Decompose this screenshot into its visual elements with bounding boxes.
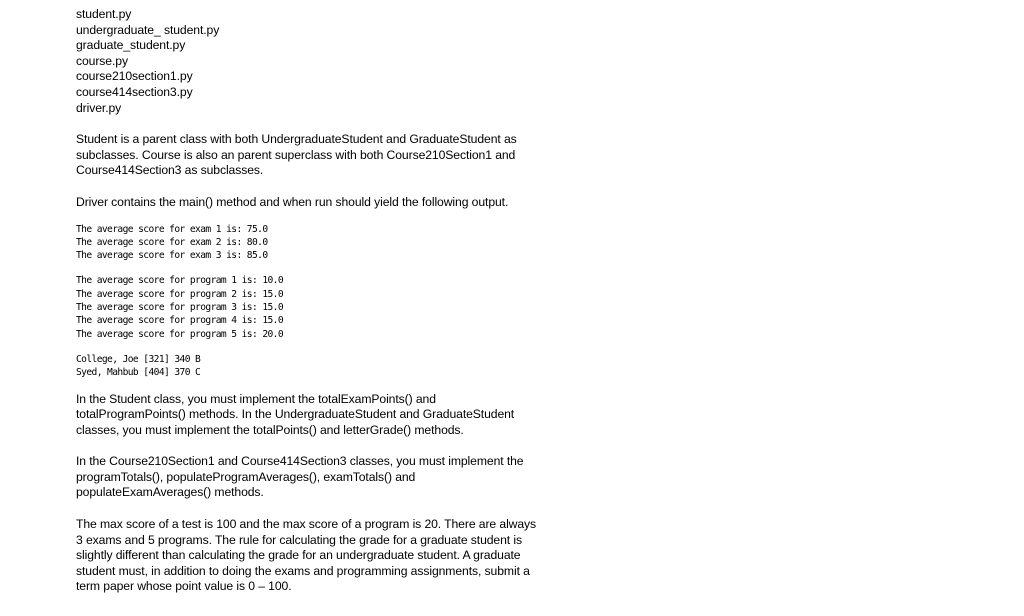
file-name: driver.py <box>76 100 122 115</box>
course-methods-paragraph <box>76 454 616 501</box>
output-line: The average score for program 4 is: 15.0 <box>76 315 284 327</box>
text-line: Student is a parent class with both UndergraduateStudent and GraduateStudent as <box>76 132 517 147</box>
spacer <box>76 380 616 392</box>
file-name: course.py <box>76 53 128 68</box>
text-line: In the Student class, you must implement the totalExamPoints() and <box>76 391 436 406</box>
text-line: The max score of a test is 100 and the max score of a program is 20. There are always <box>76 517 537 532</box>
driver-paragraph <box>76 195 616 211</box>
output-line: The average score for exam 2 is: 80.0 <box>76 236 268 248</box>
spacer <box>76 211 616 223</box>
text-line: slightly different than calculating the grade for an undergraduate student. A graduate <box>76 548 521 563</box>
output-line: The average score for program 3 is: 15.0 <box>76 302 284 314</box>
document-body <box>76 7 616 595</box>
output-line: The average score for exam 3 is: 85.0 <box>76 250 268 262</box>
student-output-block <box>76 353 616 380</box>
spacer <box>76 116 616 132</box>
file-name: course210section1.py <box>76 69 193 84</box>
file-name: undergraduate_ student.py <box>76 22 220 37</box>
output-line: The average score for program 1 is: 10.0 <box>76 275 284 287</box>
text-line: classes, you must implement the totalPoints() and letterGrade() methods. <box>76 422 464 437</box>
file-name: graduate_student.py <box>76 38 186 53</box>
spacer <box>76 438 616 454</box>
output-line: College, Joe [321] 340 B <box>76 353 201 365</box>
spacer <box>76 262 616 274</box>
file-list <box>76 7 616 116</box>
file-name: course414section3.py <box>76 84 193 99</box>
file-name: student.py <box>76 7 132 21</box>
text-line: totalProgramPoints() methods. In the UndergraduateStudent and GraduateStudent <box>76 407 515 422</box>
text-line: Course414Section3 as subclasses. <box>76 163 264 178</box>
text-line: In the Course210Section1 and Course414Section3 classes, you must implement the <box>76 454 524 469</box>
text-line: subclasses. Course is also an parent superclass with both Course210Section1 and <box>76 147 516 162</box>
grading-rules-paragraph <box>76 517 616 595</box>
output-line: The average score for program 2 is: 15.0 <box>76 288 284 300</box>
text-line: student must, in addition to doing the exams and programming assignments, submit a <box>76 563 530 578</box>
output-line: Syed, Mahbub [404] 370 C <box>76 367 201 379</box>
text-line: 3 exams and 5 programs. The rule for calculating the grade for a graduate student is <box>76 532 522 547</box>
spacer <box>76 179 616 195</box>
output-line: The average score for program 5 is: 20.0 <box>76 328 284 340</box>
program-output-block <box>76 274 616 340</box>
text-line: populateExamAverages() methods. <box>76 485 264 500</box>
exam-output-block <box>76 223 616 263</box>
text-line: term paper whose point value is 0 – 100. <box>76 579 292 594</box>
text-line: programTotals(), populateProgramAverages(), examTotals() and <box>76 469 416 484</box>
text-line: Driver contains the main() method and when run should yield the following output. <box>76 194 509 209</box>
spacer <box>76 501 616 517</box>
class-hierarchy-paragraph <box>76 132 616 179</box>
student-methods-paragraph <box>76 392 616 439</box>
output-line: The average score for exam 1 is: 75.0 <box>76 223 268 235</box>
spacer <box>76 341 616 353</box>
